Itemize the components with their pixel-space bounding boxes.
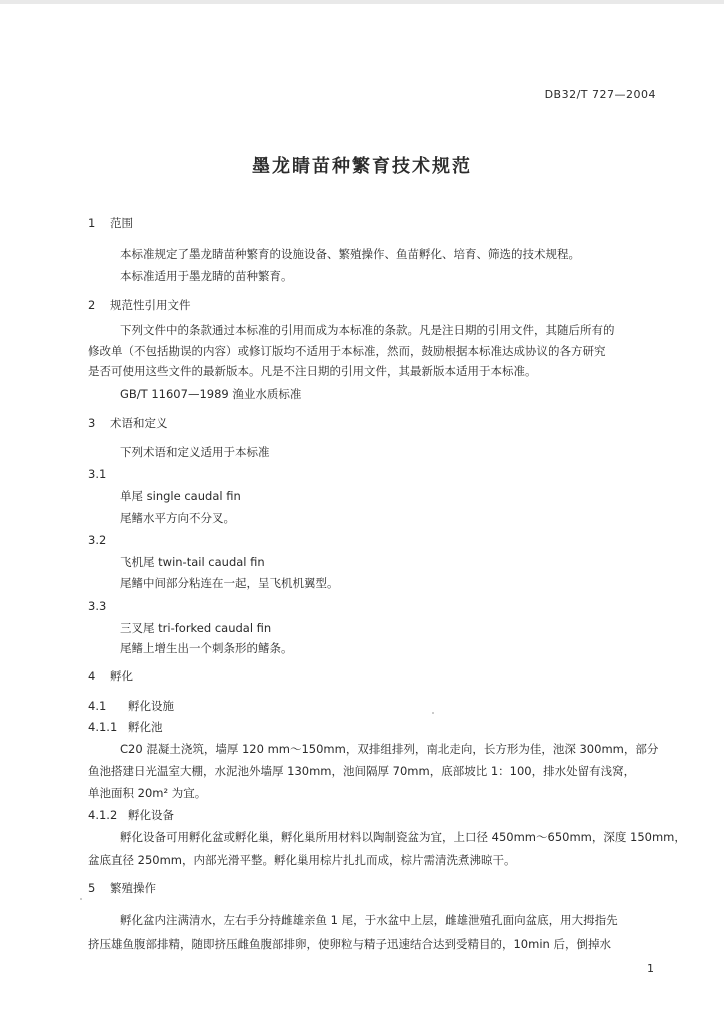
scan-edge: [0, 0, 724, 4]
paragraph-line: 孵化设备可用孵化盆或孵化巢，孵化巢所用材料以陶制瓷盆为宜，上口径 450mm～650mm，深度 150mm，: [120, 830, 686, 844]
scan-speck: [80, 898, 82, 900]
section-number: 1: [88, 216, 96, 230]
section-title: 范围: [110, 216, 133, 230]
section-title: 规范性引用文件: [110, 298, 191, 312]
paragraph-line: 挤压雄鱼腹部排精，随即挤压雌鱼腹部排卵，使卵粒与精子迅速结合达到受精目的，10min 后，倒掉水: [88, 937, 611, 951]
paragraph-line: C20 混凝土浇筑，墙厚 120 mm～150mm，双排组排列，南北走向，长方形为佳，池深 300mm，部分: [120, 742, 659, 756]
section-2-heading: [88, 297, 191, 313]
term-definition: 尾鳍上增生出一个刺条形的鳍条。: [120, 641, 293, 655]
section-number: 2: [88, 298, 96, 312]
term-name: 三叉尾 tri-forked caudal fin: [120, 621, 272, 635]
term-name: 飞机尾 twin-tail caudal fin: [120, 555, 265, 569]
section-title: 孵化: [110, 669, 133, 683]
subsection-4-1-1-heading: [88, 719, 163, 735]
section-4-heading: [88, 668, 133, 684]
section-5-heading: [88, 880, 156, 896]
page-number: 1: [647, 962, 654, 975]
subsection-4-1-heading: [88, 698, 174, 714]
section-1-heading: [88, 215, 133, 231]
standard-code: DB32/T 727—2004: [544, 88, 656, 101]
term-definition: 尾鳍中间部分粘连在一起，呈飞机机翼型。: [120, 576, 339, 590]
paragraph-line: 鱼池搭建日光温室大棚，水泥池外墙厚 130mm，池间隔厚 70mm，底部坡比 1：100，排水处留有浅窝，: [88, 764, 636, 778]
subsection-number: 4.1.1: [88, 720, 118, 734]
paragraph: 本标准适用于墨龙睛的苗种繁育。: [120, 269, 293, 283]
paragraph-line: 是否可使用这些文件的最新版本。凡是不注日期的引用文件，其最新版本适用于本标准。: [88, 364, 537, 378]
scan-speck: [432, 712, 434, 714]
subsection-4-1-2-heading: [88, 807, 174, 823]
paragraph: 下列术语和定义适用于本标准: [120, 445, 270, 459]
section-number: 4: [88, 669, 96, 683]
section-title: 术语和定义: [110, 416, 168, 430]
page-title: 墨龙睛苗种繁育技术规范: [252, 156, 472, 177]
section-3-heading: [88, 415, 168, 431]
subsection-title: 孵化设施: [128, 699, 174, 713]
subsection-number: 4.1: [88, 699, 107, 713]
normative-reference: GB/T 11607—1989 渔业水质标准: [120, 387, 302, 401]
paragraph-line: 孵化盆内注满清水，左右手分持雌雄亲鱼 1 尾，于水盆中上层，雌雄泄殖孔面向盆底，用大拇指先: [120, 913, 618, 927]
paragraph-line: 单池面积 20m² 为宜。: [88, 786, 207, 800]
paragraph-line: 盆底直径 250mm，内部光滑平整。孵化巢用棕片扎扎而成，棕片需清洗煮沸晾干。: [88, 853, 516, 867]
section-number: 3: [88, 416, 96, 430]
term-number: 3.2: [88, 533, 107, 547]
section-number: 5: [88, 881, 96, 895]
subsection-title: 孵化池: [128, 720, 163, 734]
term-name: 单尾 single caudal fin: [120, 489, 241, 503]
subsection-number: 4.1.2: [88, 808, 118, 822]
term-definition: 尾鳍水平方向不分叉。: [120, 511, 235, 525]
subsection-title: 孵化设备: [128, 808, 174, 822]
section-title: 繁殖操作: [110, 881, 156, 895]
term-number: 3.1: [88, 467, 107, 481]
paragraph-line: 下列文件中的条款通过本标准的引用而成为本标准的条款。凡是注日期的引用文件，其随后所有的: [120, 323, 615, 337]
paragraph: 本标准规定了墨龙睛苗种繁育的设施设备、繁殖操作、鱼苗孵化、培育、筛选的技术规程。: [120, 247, 580, 261]
paragraph-line: 修改单（不包括勘误的内容）或修订版均不适用于本标准，然而，鼓励根据本标准达成协议的各方研究: [88, 344, 606, 358]
term-number: 3.3: [88, 599, 107, 613]
